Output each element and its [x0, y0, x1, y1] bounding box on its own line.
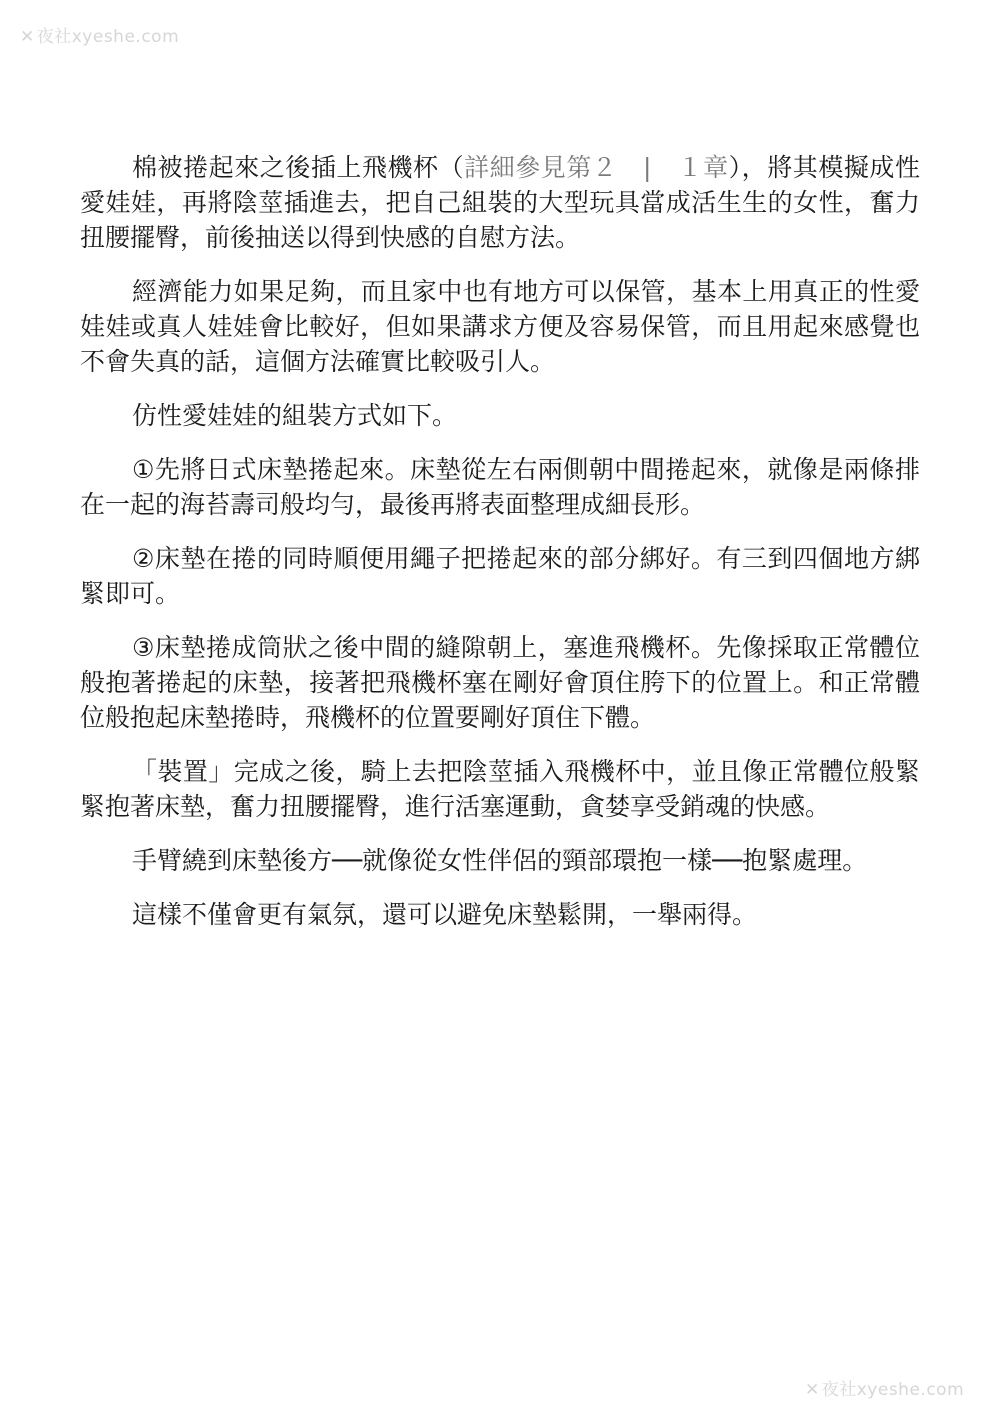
- paragraph-1-text-start: 棉被捲起來之後插上飛機杯（: [132, 153, 465, 182]
- watermark-top: [20, 22, 179, 47]
- chapter-reference: 詳細參見第２ | １章: [464, 153, 729, 182]
- paragraph-1-text-end: ），將其模擬成性愛娃娃，再將陰莖插進去，把自己組裝的大型玩具當成活生生的女性，奮力扭腰擺臀，前後抽送以得到快感的自慰方法。: [80, 153, 920, 252]
- paragraph-9: 這樣不僅會更有氣氛，還可以避免床墊鬆開，一舉兩得。: [132, 900, 758, 929]
- paragraph-step-3: ③床墊捲成筒狀之後中間的縫隙朝上，塞進飛機杯。先像採取正常體位般抱著捲起的床墊，接著把飛機杯塞在剛好會頂住胯下的位置上。和正常體位般抱起床墊捲時，飛機杯的位置要剛好頂住下體。: [80, 633, 920, 732]
- paragraph-step-2: ②床墊在捲的同時順便用繩子把捲起來的部分綁好。有三到四個地方綁緊即可。: [80, 544, 920, 608]
- paragraph-1: [80, 150, 920, 255]
- paragraph-2: 經濟能力如果足夠，而且家中也有地方可以保管，基本上用真正的性愛娃娃或真人娃娃會比較好，但如果講求方便及容易保管，而且用起來感覺也不會失真的話，這個方法確實比較吸引人。: [80, 277, 920, 376]
- watermark-text: 夜社xyeshe.com: [36, 27, 180, 47]
- x-logo-icon: ✕: [20, 27, 35, 47]
- paragraph-3: 仿性愛娃娃的組裝方式如下。: [132, 401, 458, 430]
- document-body: [80, 150, 920, 951]
- paragraph-7: 「裝置」完成之後，騎上去把陰莖插入飛機杯中，並且像正常體位般緊緊抱著床墊，奮力扭腰擺臀，進行活塞運動，貪婪享受銷魂的快感。: [80, 757, 920, 821]
- watermark-bottom: [805, 1375, 964, 1400]
- paragraph-8: 手臂繞到床墊後方──就像從女性伴侶的頸部環抱一樣──抱緊處理。: [132, 846, 868, 875]
- watermark-text: 夜社xyeshe.com: [821, 1380, 965, 1400]
- paragraph-step-1: ①先將日式床墊捲起來。床墊從左右兩側朝中間捲起來，就像是兩條排在一起的海苔壽司般均勻，最後再將表面整理成細長形。: [80, 455, 920, 519]
- x-logo-icon: ✕: [805, 1380, 820, 1400]
